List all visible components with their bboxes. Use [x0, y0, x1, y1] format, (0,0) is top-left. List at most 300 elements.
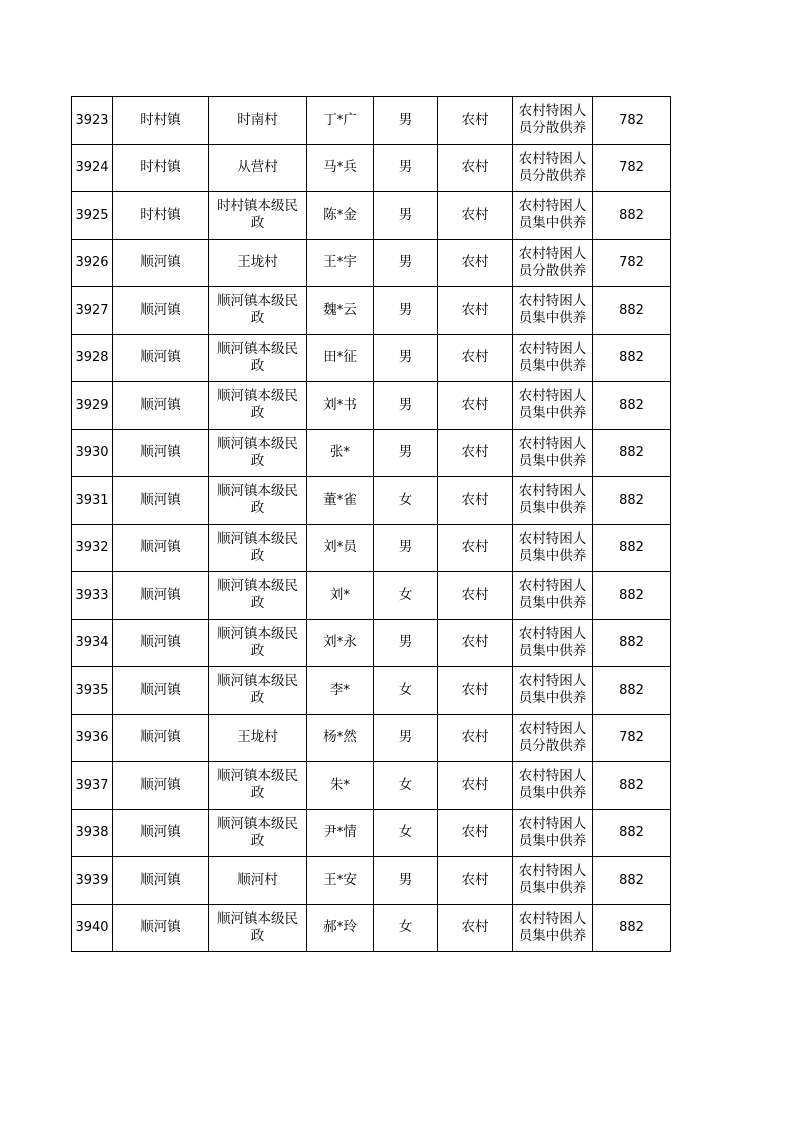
cell-village	[209, 144, 307, 192]
cell-amount-text: 882	[619, 397, 644, 413]
cell-town	[113, 904, 209, 952]
cell-gender-text: 男	[398, 159, 413, 176]
cell-area-type	[438, 524, 513, 572]
cell-support-category	[513, 477, 593, 525]
cell-record-number	[72, 904, 113, 952]
cell-amount	[593, 192, 671, 240]
cell-town-text: 顺河镇	[140, 824, 181, 841]
table-row	[72, 904, 671, 952]
cell-recipient-name	[307, 382, 374, 430]
cell-area-type-text: 农村	[461, 206, 489, 223]
cell-area-type-text: 农村	[461, 444, 489, 461]
cell-village	[209, 857, 307, 905]
cell-gender	[374, 429, 438, 477]
table-row	[72, 619, 671, 667]
cell-gender	[374, 619, 438, 667]
cell-town-text: 顺河镇	[140, 634, 181, 651]
cell-village	[209, 572, 307, 620]
cell-record-number	[72, 762, 113, 810]
cell-record-number	[72, 144, 113, 192]
cell-town	[113, 97, 209, 145]
cell-area-type	[438, 239, 513, 287]
cell-gender-text: 女	[398, 491, 413, 508]
cell-gender	[374, 572, 438, 620]
cell-gender-text: 男	[398, 634, 413, 651]
cell-recipient-name	[307, 524, 374, 572]
cell-village	[209, 382, 307, 430]
cell-support-category-text: 农村特困人员分散供养	[518, 720, 587, 754]
cell-village-text: 顺河镇本级民政	[217, 293, 298, 327]
table-row	[72, 144, 671, 192]
cell-recipient-name	[307, 429, 374, 477]
cell-town-text: 顺河镇	[140, 444, 181, 461]
table-row	[72, 572, 671, 620]
cell-recipient-name-text: 田*征	[323, 349, 357, 366]
cell-support-category-text: 农村特困人员集中供养	[518, 530, 587, 564]
cell-amount-text: 882	[619, 350, 644, 366]
cell-village-text: 顺河镇本级民政	[217, 625, 298, 659]
cell-amount	[593, 619, 671, 667]
cell-gender	[374, 667, 438, 715]
cell-support-category-text: 农村特困人员集中供养	[518, 340, 587, 374]
cell-record-number-text: 3937	[75, 777, 109, 793]
cell-village-text: 顺河镇本级民政	[217, 673, 298, 707]
table-row	[72, 97, 671, 145]
cell-recipient-name-text: 陈*金	[323, 206, 357, 223]
cell-amount	[593, 714, 671, 762]
cell-gender	[374, 192, 438, 240]
cell-town-text: 顺河镇	[140, 681, 181, 698]
cell-village-text: 顺河镇本级民政	[217, 388, 298, 422]
cell-record-number	[72, 477, 113, 525]
cell-recipient-name	[307, 144, 374, 192]
cell-town	[113, 144, 209, 192]
cell-amount-text: 882	[619, 540, 644, 556]
cell-recipient-name	[307, 572, 374, 620]
cell-town-text: 时村镇	[140, 159, 181, 176]
cell-village-text: 王垅村	[237, 729, 278, 746]
cell-gender-text: 女	[398, 776, 413, 793]
cell-area-type	[438, 334, 513, 382]
cell-village-text: 从营村	[237, 159, 278, 176]
table-body	[72, 97, 671, 952]
cell-support-category	[513, 857, 593, 905]
cell-area-type-text: 农村	[461, 919, 489, 936]
cell-town-text: 顺河镇	[140, 729, 181, 746]
cell-area-type-text: 农村	[461, 491, 489, 508]
cell-gender	[374, 239, 438, 287]
cell-area-type-text: 农村	[461, 349, 489, 366]
cell-gender-text: 女	[398, 824, 413, 841]
cell-recipient-name-text: 王*宇	[323, 254, 357, 271]
cell-record-number	[72, 287, 113, 335]
cell-town	[113, 334, 209, 382]
cell-town	[113, 572, 209, 620]
cell-recipient-name-text: 马*兵	[323, 159, 357, 176]
cell-recipient-name	[307, 239, 374, 287]
cell-amount-text: 882	[619, 445, 644, 461]
table-row	[72, 667, 671, 715]
cell-amount-text: 882	[619, 492, 644, 508]
cell-support-category	[513, 667, 593, 715]
cell-recipient-name-text: 郝*玲	[323, 919, 357, 936]
cell-amount-text: 882	[619, 635, 644, 651]
cell-town	[113, 857, 209, 905]
cell-support-category-text: 农村特困人员集中供养	[518, 863, 587, 897]
cell-gender-text: 男	[398, 301, 413, 318]
cell-amount	[593, 857, 671, 905]
cell-town	[113, 477, 209, 525]
cell-recipient-name	[307, 477, 374, 525]
cell-village	[209, 334, 307, 382]
cell-support-category	[513, 762, 593, 810]
cell-area-type-text: 农村	[461, 824, 489, 841]
cell-gender-text: 男	[398, 539, 413, 556]
cell-town	[113, 714, 209, 762]
cell-amount	[593, 382, 671, 430]
cell-village-text: 王垅村	[237, 254, 278, 271]
cell-support-category	[513, 429, 593, 477]
cell-record-number	[72, 809, 113, 857]
table-row	[72, 477, 671, 525]
table-row	[72, 429, 671, 477]
cell-record-number	[72, 857, 113, 905]
cell-town	[113, 809, 209, 857]
cell-recipient-name-text: 刘*	[329, 586, 351, 603]
cell-village	[209, 809, 307, 857]
cell-record-number-text: 3924	[75, 160, 109, 176]
cell-village	[209, 239, 307, 287]
cell-area-type-text: 农村	[461, 254, 489, 271]
cell-area-type	[438, 144, 513, 192]
cell-area-type	[438, 572, 513, 620]
cell-gender-text: 男	[398, 206, 413, 223]
cell-amount	[593, 334, 671, 382]
cell-area-type	[438, 857, 513, 905]
table-row	[72, 714, 671, 762]
cell-gender-text: 男	[398, 444, 413, 461]
cell-support-category-text: 农村特困人员集中供养	[518, 625, 587, 659]
cell-gender-text: 男	[398, 729, 413, 746]
cell-area-type-text: 农村	[461, 301, 489, 318]
cell-amount-text: 882	[619, 587, 644, 603]
cell-recipient-name	[307, 287, 374, 335]
cell-town	[113, 382, 209, 430]
cell-town	[113, 239, 209, 287]
cell-town	[113, 287, 209, 335]
cell-record-number-text: 3935	[75, 682, 109, 698]
cell-gender	[374, 477, 438, 525]
cell-amount-text: 782	[619, 255, 644, 271]
cell-town-text: 时村镇	[140, 111, 181, 128]
cell-support-category-text: 农村特困人员集中供养	[518, 198, 587, 232]
cell-support-category	[513, 904, 593, 952]
cell-town-text: 顺河镇	[140, 776, 181, 793]
cell-support-category	[513, 239, 593, 287]
cell-amount	[593, 477, 671, 525]
cell-amount-text: 882	[619, 872, 644, 888]
cell-record-number-text: 3926	[75, 255, 109, 271]
cell-village	[209, 192, 307, 240]
cell-recipient-name	[307, 857, 374, 905]
cell-area-type	[438, 714, 513, 762]
cell-area-type	[438, 904, 513, 952]
cell-village	[209, 477, 307, 525]
cell-gender	[374, 714, 438, 762]
cell-record-number	[72, 97, 113, 145]
cell-recipient-name	[307, 97, 374, 145]
table-row	[72, 239, 671, 287]
cell-town	[113, 667, 209, 715]
cell-town-text: 顺河镇	[140, 254, 181, 271]
cell-record-number	[72, 714, 113, 762]
cell-amount-text: 782	[619, 112, 644, 128]
cell-area-type	[438, 809, 513, 857]
cell-amount	[593, 144, 671, 192]
cell-area-type-text: 农村	[461, 871, 489, 888]
cell-area-type-text: 农村	[461, 539, 489, 556]
cell-village-text: 顺河镇本级民政	[217, 483, 298, 517]
cell-recipient-name-text: 魏*云	[323, 301, 357, 318]
cell-amount-text: 882	[619, 682, 644, 698]
cell-recipient-name-text: 杨*然	[323, 729, 357, 746]
cell-record-number-text: 3932	[75, 540, 109, 556]
cell-area-type-text: 农村	[461, 111, 489, 128]
cell-support-category	[513, 524, 593, 572]
cell-support-category	[513, 809, 593, 857]
table-row	[72, 334, 671, 382]
cell-support-category-text: 农村特困人员分散供养	[518, 150, 587, 184]
cell-support-category-text: 农村特困人员集中供养	[518, 815, 587, 849]
cell-support-category-text: 农村特困人员集中供养	[518, 673, 587, 707]
cell-amount	[593, 572, 671, 620]
cell-recipient-name	[307, 667, 374, 715]
cell-gender	[374, 382, 438, 430]
cell-area-type	[438, 762, 513, 810]
cell-gender-text: 男	[398, 254, 413, 271]
cell-area-type	[438, 382, 513, 430]
cell-support-category	[513, 714, 593, 762]
cell-record-number-text: 3936	[75, 730, 109, 746]
cell-amount	[593, 904, 671, 952]
cell-town-text: 顺河镇	[140, 539, 181, 556]
cell-record-number-text: 3928	[75, 350, 109, 366]
cell-record-number-text: 3934	[75, 635, 109, 651]
cell-village-text: 顺河镇本级民政	[217, 530, 298, 564]
cell-area-type	[438, 429, 513, 477]
table-row	[72, 192, 671, 240]
cell-town-text: 时村镇	[140, 206, 181, 223]
cell-support-category	[513, 287, 593, 335]
cell-amount	[593, 762, 671, 810]
cell-gender	[374, 524, 438, 572]
cell-recipient-name-text: 刘*永	[323, 634, 357, 651]
table-row	[72, 762, 671, 810]
cell-town	[113, 429, 209, 477]
cell-village	[209, 524, 307, 572]
cell-recipient-name	[307, 714, 374, 762]
cell-village	[209, 714, 307, 762]
cell-support-category-text: 农村特困人员分散供养	[518, 103, 587, 137]
cell-amount-text: 882	[619, 825, 644, 841]
cell-gender	[374, 144, 438, 192]
cell-village-text: 顺河镇本级民政	[217, 340, 298, 374]
cell-village-text: 顺河镇本级民政	[217, 815, 298, 849]
cell-amount-text: 782	[619, 730, 644, 746]
cell-record-number-text: 3938	[75, 825, 109, 841]
cell-area-type	[438, 667, 513, 715]
cell-village	[209, 429, 307, 477]
cell-recipient-name	[307, 809, 374, 857]
cell-town-text: 顺河镇	[140, 396, 181, 413]
cell-support-category	[513, 97, 593, 145]
cell-area-type	[438, 97, 513, 145]
cell-support-category-text: 农村特困人员集中供养	[518, 578, 587, 612]
cell-area-type-text: 农村	[461, 776, 489, 793]
cell-gender-text: 女	[398, 919, 413, 936]
cell-amount	[593, 287, 671, 335]
cell-record-number	[72, 382, 113, 430]
cell-area-type-text: 农村	[461, 159, 489, 176]
cell-support-category-text: 农村特困人员集中供养	[518, 435, 587, 469]
cell-record-number	[72, 239, 113, 287]
cell-village	[209, 762, 307, 810]
cell-village-text: 顺河镇本级民政	[217, 910, 298, 944]
cell-recipient-name-text: 丁*广	[323, 111, 357, 128]
cell-recipient-name-text: 李*	[329, 681, 351, 698]
cell-record-number	[72, 192, 113, 240]
cell-support-category	[513, 334, 593, 382]
cell-recipient-name	[307, 334, 374, 382]
cell-amount-text: 882	[619, 777, 644, 793]
cell-recipient-name	[307, 904, 374, 952]
cell-support-category	[513, 382, 593, 430]
cell-town-text: 顺河镇	[140, 871, 181, 888]
cell-support-category-text: 农村特困人员分散供养	[518, 245, 587, 279]
cell-record-number	[72, 429, 113, 477]
cell-gender-text: 男	[398, 111, 413, 128]
cell-area-type	[438, 619, 513, 667]
cell-amount	[593, 239, 671, 287]
cell-support-category	[513, 192, 593, 240]
cell-recipient-name-text: 朱*	[329, 776, 351, 793]
table-row	[72, 524, 671, 572]
cell-support-category-text: 农村特困人员集中供养	[518, 910, 587, 944]
cell-village	[209, 619, 307, 667]
cell-recipient-name	[307, 192, 374, 240]
cell-recipient-name-text: 刘*员	[323, 539, 357, 556]
cell-support-category	[513, 619, 593, 667]
cell-town	[113, 524, 209, 572]
cell-gender	[374, 334, 438, 382]
cell-town-text: 顺河镇	[140, 301, 181, 318]
cell-recipient-name	[307, 619, 374, 667]
cell-support-category-text: 农村特困人员集中供养	[518, 388, 587, 422]
cell-amount-text: 882	[619, 207, 644, 223]
cell-area-type	[438, 477, 513, 525]
cell-amount	[593, 97, 671, 145]
cell-area-type	[438, 287, 513, 335]
cell-gender-text: 女	[398, 586, 413, 603]
cell-record-number-text: 3940	[75, 920, 109, 936]
cell-amount	[593, 524, 671, 572]
cell-amount	[593, 429, 671, 477]
cell-gender-text: 男	[398, 871, 413, 888]
cell-amount-text: 882	[619, 302, 644, 318]
cell-record-number	[72, 667, 113, 715]
cell-village-text: 顺河镇本级民政	[217, 435, 298, 469]
table-row	[72, 382, 671, 430]
cell-village-text: 顺河镇本级民政	[217, 578, 298, 612]
cell-town-text: 顺河镇	[140, 919, 181, 936]
cell-town	[113, 619, 209, 667]
cell-town-text: 顺河镇	[140, 586, 181, 603]
relief-recipients-table	[71, 96, 671, 952]
cell-recipient-name-text: 刘*书	[323, 396, 357, 413]
cell-gender-text: 男	[398, 396, 413, 413]
cell-record-number	[72, 524, 113, 572]
cell-record-number-text: 3939	[75, 872, 109, 888]
cell-village	[209, 904, 307, 952]
cell-village-text: 顺河村	[237, 871, 278, 888]
table-row	[72, 857, 671, 905]
cell-amount-text: 782	[619, 160, 644, 176]
cell-amount	[593, 809, 671, 857]
cell-record-number	[72, 619, 113, 667]
cell-record-number-text: 3933	[75, 587, 109, 603]
cell-recipient-name	[307, 762, 374, 810]
cell-record-number-text: 3925	[75, 207, 109, 223]
cell-record-number-text: 3930	[75, 445, 109, 461]
cell-town	[113, 762, 209, 810]
cell-village-text: 顺河镇本级民政	[217, 768, 298, 802]
cell-support-category	[513, 572, 593, 620]
cell-record-number-text: 3923	[75, 112, 109, 128]
cell-gender	[374, 287, 438, 335]
cell-area-type-text: 农村	[461, 634, 489, 651]
cell-gender-text: 男	[398, 349, 413, 366]
cell-record-number-text: 3931	[75, 492, 109, 508]
cell-village	[209, 287, 307, 335]
cell-town-text: 顺河镇	[140, 491, 181, 508]
cell-town	[113, 192, 209, 240]
cell-record-number-text: 3929	[75, 397, 109, 413]
cell-area-type-text: 农村	[461, 396, 489, 413]
cell-amount-text: 882	[619, 920, 644, 936]
cell-support-category	[513, 144, 593, 192]
cell-support-category-text: 农村特困人员集中供养	[518, 768, 587, 802]
cell-gender	[374, 809, 438, 857]
cell-gender	[374, 904, 438, 952]
cell-support-category-text: 农村特困人员集中供养	[518, 293, 587, 327]
cell-area-type	[438, 192, 513, 240]
cell-gender-text: 女	[398, 681, 413, 698]
cell-village	[209, 667, 307, 715]
cell-record-number	[72, 572, 113, 620]
cell-record-number	[72, 334, 113, 382]
cell-recipient-name-text: 董*雀	[323, 491, 357, 508]
cell-support-category-text: 农村特困人员集中供养	[518, 483, 587, 517]
cell-village-text: 时南村	[237, 111, 278, 128]
cell-area-type-text: 农村	[461, 729, 489, 746]
cell-area-type-text: 农村	[461, 586, 489, 603]
cell-village	[209, 97, 307, 145]
cell-amount	[593, 667, 671, 715]
table-row	[72, 287, 671, 335]
cell-recipient-name-text: 尹*情	[323, 824, 357, 841]
cell-village-text: 时村镇本级民政	[217, 198, 298, 232]
cell-recipient-name-text: 张*	[329, 444, 351, 461]
